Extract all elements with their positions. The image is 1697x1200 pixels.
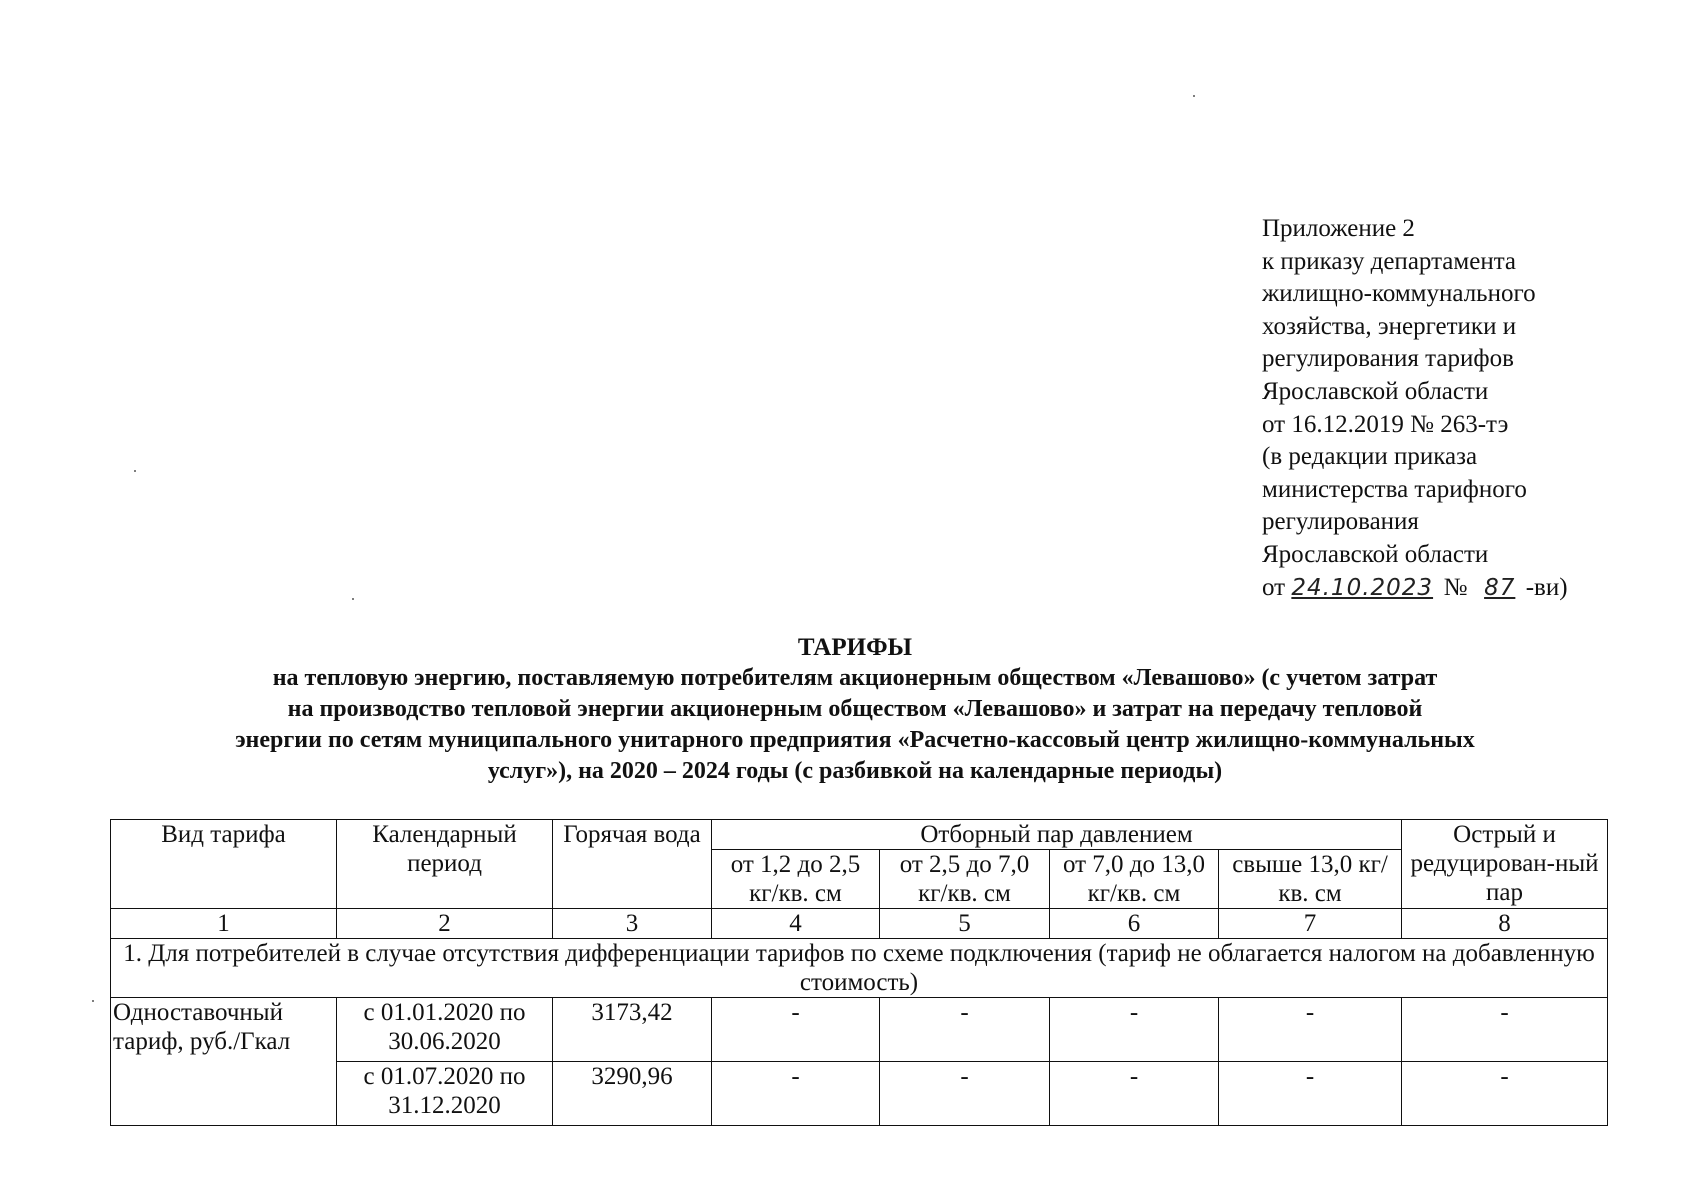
value-cell: - (1050, 998, 1219, 1062)
header-period: Календарный период (337, 820, 553, 909)
column-number: 8 (1402, 909, 1608, 939)
appendix-line: хозяйства, энергетики и (1262, 312, 1517, 340)
appendix-line: Приложение 2 (1262, 215, 1415, 242)
value-cell: - (1219, 998, 1402, 1062)
header-sharp-steam: Острый и редуцирован-ный пар (1402, 820, 1608, 909)
period-cell: с 01.01.2020 по 30.06.2020 (337, 998, 553, 1062)
scan-speck (1193, 95, 1195, 97)
appendix-suffix: -ви) (1525, 573, 1568, 601)
value-cell: - (880, 998, 1050, 1062)
appendix-line: от 16.12.2019 № 263-тэ (1262, 410, 1509, 438)
period-cell: с 01.07.2020 по 31.12.2020 (337, 1062, 553, 1126)
appendix-line: жилищно-коммунального (1262, 280, 1536, 308)
table-row (111, 998, 1608, 1062)
appendix-line: регулирования тарифов (1262, 345, 1514, 373)
title-line: энергии по сетям муниципального унитарного предприятия «Расчетно-кассовый центр жилищно-коммунальных (235, 727, 1475, 753)
handwritten-number: 87 (1484, 574, 1516, 601)
column-number: 3 (553, 909, 712, 939)
value-cell: - (1050, 1062, 1219, 1126)
column-number: 5 (880, 909, 1050, 939)
scan-speck (352, 598, 354, 600)
section-title: 1. Для потребителей в случае отсутствия дифференциации тарифов по схеме подключения (тариф не облагается налогом на добавленную стоимость) (111, 939, 1608, 998)
value-cell: - (880, 1062, 1050, 1126)
header-steam-4: свыше 13,0 кг/кв. см (1219, 850, 1402, 909)
hot-water-cell: 3173,42 (553, 998, 712, 1062)
value-cell: - (1219, 1062, 1402, 1126)
appendix-line: министерства тарифного (1262, 475, 1527, 503)
column-number: 7 (1219, 909, 1402, 939)
hot-water-cell: 3290,96 (553, 1062, 712, 1126)
document-title: ТАРИФЫ (797, 634, 913, 661)
header-hot-water: Горячая вода (553, 820, 712, 909)
column-number: 1 (111, 909, 337, 939)
appendix-line: Ярославской области (1262, 377, 1489, 405)
handwritten-date: 24.10.2023 (1291, 574, 1434, 601)
column-number: 4 (712, 909, 880, 939)
column-number: 2 (337, 909, 553, 939)
section-row (111, 939, 1608, 998)
header-steam-1: от 1,2 до 2,5 кг/кв. см (712, 850, 880, 909)
title-line: на тепловую энергию, поставляемую потребителям акционерным обществом «Левашово» (с учетом затрат (272, 665, 1438, 691)
appendix-line: регулирования (1262, 508, 1419, 536)
value-cell: - (712, 998, 880, 1062)
appendix-order-line (1262, 572, 1682, 605)
tariff-table (110, 819, 1608, 1126)
value-cell: - (1402, 998, 1608, 1062)
appendix-line: к приказу департамента (1262, 247, 1517, 275)
number-sign: № (1443, 573, 1468, 601)
column-number: 6 (1050, 909, 1219, 939)
appendix-from-label: от (1262, 573, 1286, 601)
header-steam-2: от 2,5 до 7,0 кг/кв. см (880, 850, 1050, 909)
title-line: услуг»), на 2020 – 2024 годы (с разбивкой на календарные периоды) (487, 758, 1223, 784)
document-title-block (110, 632, 1600, 787)
appendix-block (1262, 213, 1682, 604)
value-cell: - (1402, 1062, 1608, 1126)
column-number-row (111, 909, 1608, 939)
title-line: на производство тепловой энергии акционерным обществом «Левашово» и затрат на передачу тепловой (287, 696, 1423, 722)
header-tariff-type: Вид тарифа (111, 820, 337, 909)
value-cell: - (712, 1062, 880, 1126)
header-steam-group: Отборный пар давлением (712, 820, 1402, 850)
appendix-line: Ярославской области (1262, 540, 1489, 568)
scan-speck (92, 1000, 94, 1002)
header-row (111, 820, 1608, 850)
scan-speck (134, 470, 136, 472)
tariff-name-cell: Одноставочный тариф, руб./Гкал (111, 998, 337, 1126)
header-steam-3: от 7,0 до 13,0 кг/кв. см (1050, 850, 1219, 909)
appendix-line: (в редакции приказа (1262, 443, 1478, 471)
